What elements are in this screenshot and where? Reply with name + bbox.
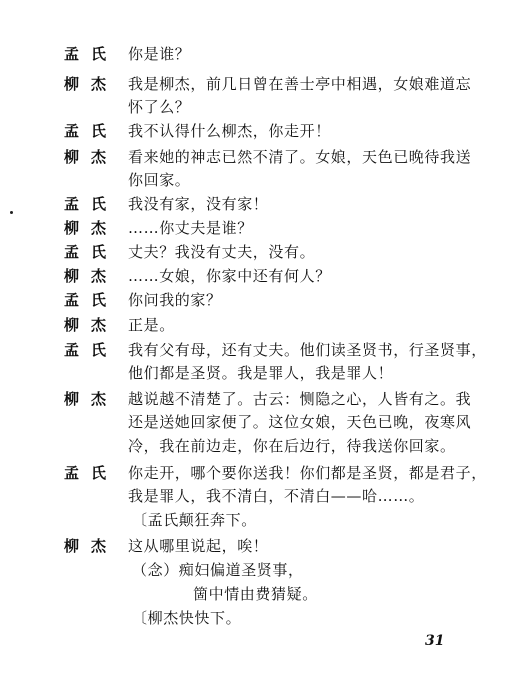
script-line xyxy=(0,264,521,288)
script-line xyxy=(0,582,521,606)
script-line xyxy=(0,145,521,169)
script-line xyxy=(0,387,521,411)
script-line xyxy=(0,42,521,66)
page-number: 31 xyxy=(425,633,445,649)
script-line xyxy=(0,338,521,362)
dialogue-text: ……女娘，你家中还有何人？ xyxy=(128,267,331,285)
stage-direction xyxy=(0,606,521,630)
dialogue-text: 我是罪人，我不清白，不清白——哈……。 xyxy=(128,487,425,505)
speaker-name: 孟氏 xyxy=(64,243,119,261)
dialogue-text: 你回家。 xyxy=(128,171,191,189)
dialogue-text: 我没有家，没有家！ xyxy=(128,195,269,213)
script-line xyxy=(0,410,521,434)
script-line xyxy=(0,461,521,485)
dialogue-text: 我不认得什么柳杰，你走开！ xyxy=(128,122,331,140)
dialogue-text: 我有父有母，还有丈夫。他们读圣贤书，行圣贤事， xyxy=(128,341,487,359)
speaker-name: 柳杰 xyxy=(64,219,119,237)
dialogue-text: 丈夫？我没有丈夫，没有。 xyxy=(128,243,316,261)
recited-verse: （念）痴妇偏道圣贤事， xyxy=(132,561,304,579)
script-line xyxy=(0,484,521,508)
dialogue-text: 冷，我在前边走，你在后边行，待我送你回家。 xyxy=(128,437,456,455)
speaker-name: 孟氏 xyxy=(64,341,119,359)
speaker-name: 柳杰 xyxy=(64,267,119,285)
script-line xyxy=(0,240,521,264)
speaker-name: 孟氏 xyxy=(64,45,119,63)
script-line xyxy=(0,434,521,458)
script-line xyxy=(0,168,521,192)
speaker-name: 孟氏 xyxy=(64,291,119,309)
script-line xyxy=(0,313,521,337)
script-line xyxy=(0,288,521,312)
dialogue-text: 还是送她回家便了。这位女娘，天色已晚，夜寒风 xyxy=(128,413,472,431)
recited-verse: 箇中情由费猜疑。 xyxy=(193,585,318,603)
dialogue-text: 怀了么？ xyxy=(128,98,191,116)
script-line xyxy=(0,119,521,143)
stage-direction xyxy=(0,508,521,532)
script-line xyxy=(0,361,521,385)
script-line xyxy=(0,216,521,240)
speaker-name: 柳杰 xyxy=(64,75,119,93)
stage-direction-text: 〔柳杰快快下。 xyxy=(132,609,242,627)
speaker-name: 柳杰 xyxy=(64,537,119,555)
speaker-name: 柳杰 xyxy=(64,148,119,166)
dialogue-text: 我是柳杰，前几日曾在善士亭中相遇，女娘难道忘 xyxy=(128,75,472,93)
dialogue-text: 正是。 xyxy=(128,316,175,334)
stage-direction-text: 〔孟氏颠狂奔下。 xyxy=(132,511,257,529)
dialogue-text: 你走开，哪个要你送我！你们都是圣贤，都是君子， xyxy=(128,464,487,482)
dialogue-text: 你问我的家？ xyxy=(128,291,222,309)
script-line xyxy=(0,558,521,582)
dialogue-text: 他们都是圣贤。我是罪人，我是罪人！ xyxy=(128,364,394,382)
speaker-name: 孟氏 xyxy=(64,122,119,140)
dialogue-text: 你是谁？ xyxy=(128,45,191,63)
speaker-name: 孟氏 xyxy=(64,464,119,482)
dialogue-text: 越说越不清楚了。古云：恻隐之心，人皆有之。我 xyxy=(128,390,472,408)
dialogue-text: 这从哪里说起，唉！ xyxy=(128,537,269,555)
script-line xyxy=(0,534,521,558)
script-line xyxy=(0,95,521,119)
speaker-name: 柳杰 xyxy=(64,316,119,334)
speaker-name: 孟氏 xyxy=(64,195,119,213)
dialogue-text: ……你丈夫是谁？ xyxy=(128,219,253,237)
script-line xyxy=(0,192,521,216)
script-line xyxy=(0,72,521,96)
speaker-name: 柳杰 xyxy=(64,390,119,408)
dialogue-text: 看来她的神志已然不清了。女娘，天色已晚待我送 xyxy=(128,148,472,166)
